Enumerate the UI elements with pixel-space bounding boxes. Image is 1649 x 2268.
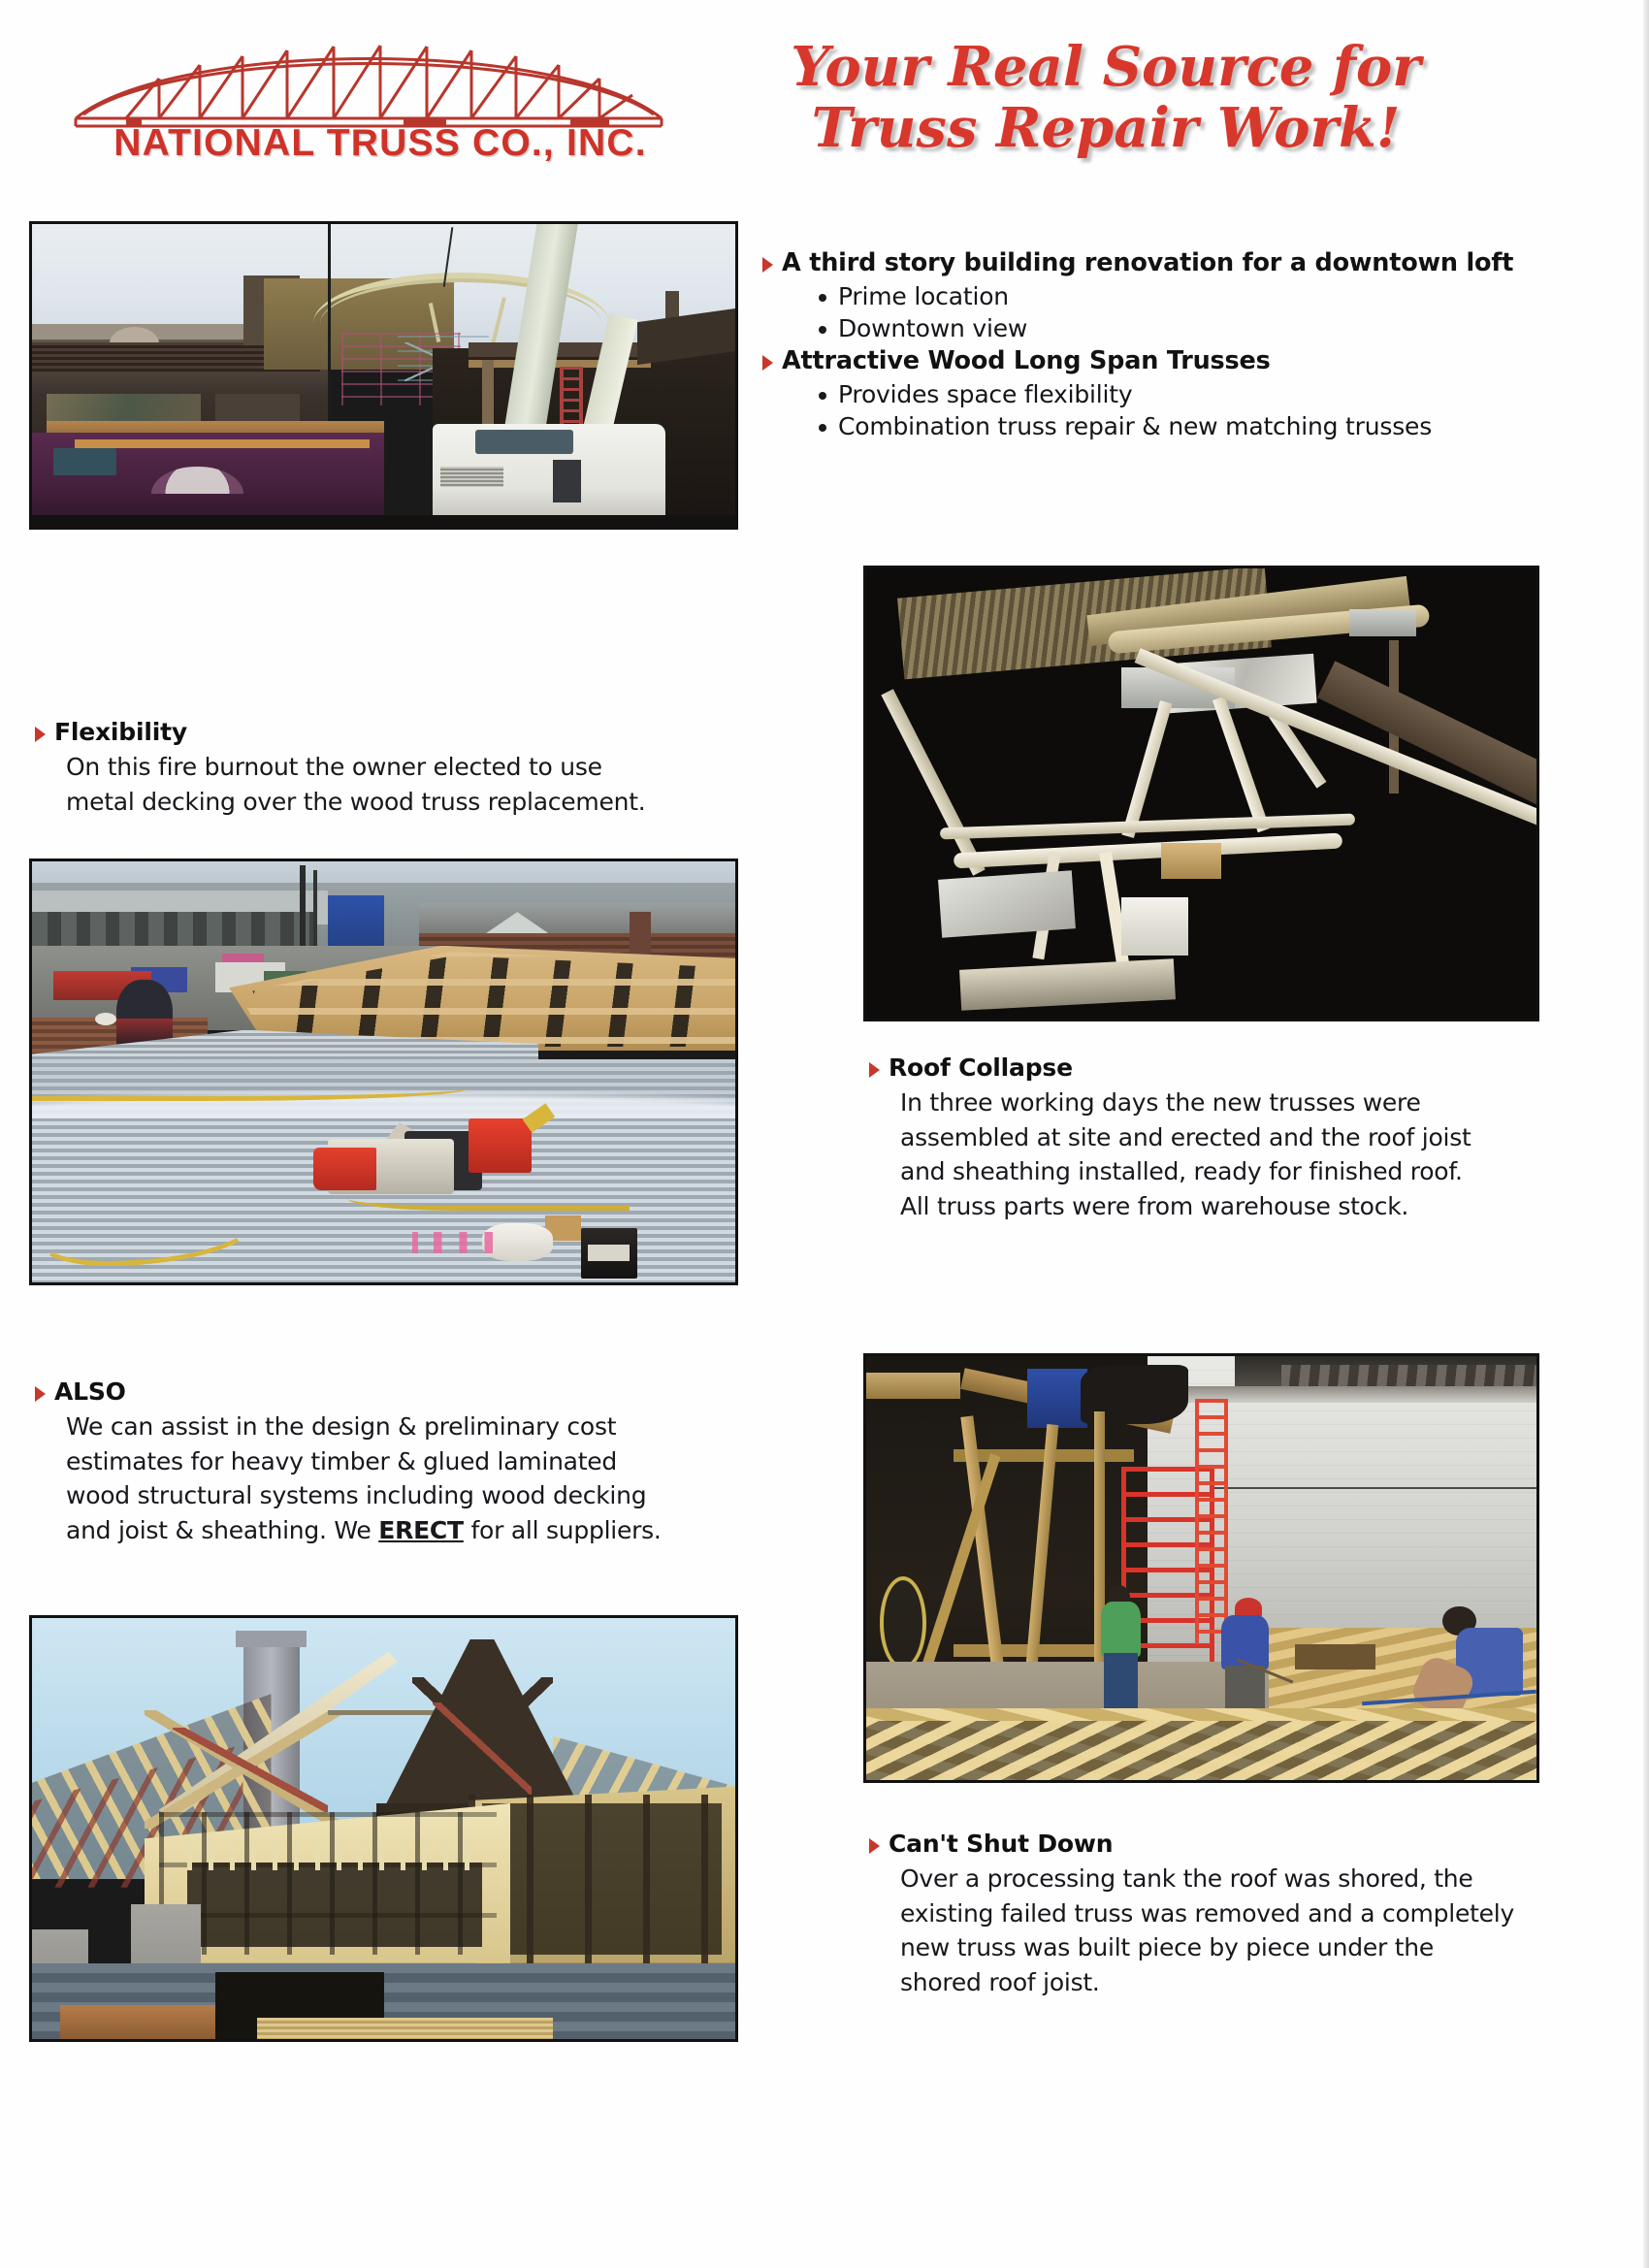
project-bullet-list bbox=[762, 248, 1538, 444]
section-body bbox=[900, 1085, 1568, 1223]
section-body-line: wood structural systems including wood decking bbox=[66, 1481, 647, 1509]
headline-line-2: Truss Repair Work! bbox=[811, 95, 1401, 160]
section-body-line: metal decking over the wood truss replacement. bbox=[66, 787, 646, 816]
section-body-line: We can assist in the design & preliminary cost bbox=[66, 1412, 617, 1441]
bullet-heading bbox=[762, 248, 1538, 277]
dot-bullet-icon bbox=[819, 326, 826, 334]
bullet-sub-label: Provides space flexibility bbox=[838, 380, 1133, 408]
section-body-line: and sheathing installed, ready for finished roof. bbox=[900, 1157, 1463, 1185]
section-heading-label: Can't Shut Down bbox=[889, 1830, 1114, 1858]
bullet-sub-item bbox=[819, 380, 1538, 408]
bullet-heading-label: Attractive Wood Long Span Trusses bbox=[782, 346, 1271, 375]
section-heading bbox=[869, 1830, 1577, 1858]
bullet-sub-item bbox=[819, 314, 1538, 342]
section-body-line: existing failed truss was removed and a completely bbox=[900, 1898, 1514, 1928]
headline-line-1: Your Real Source for bbox=[791, 35, 1421, 99]
section-body-line: estimates for heavy timber & glued laminated bbox=[66, 1446, 618, 1475]
bullet-heading bbox=[762, 346, 1538, 375]
section-body bbox=[900, 1862, 1577, 1999]
section-body-line: In three working days the new trusses were bbox=[900, 1088, 1421, 1117]
section-body-line: shored roof joist. bbox=[900, 1967, 1100, 1996]
dot-bullet-icon bbox=[819, 392, 826, 400]
scan-edge bbox=[1643, 0, 1649, 2268]
section-heading-label: Roof Collapse bbox=[889, 1053, 1073, 1082]
photo-metal-decking-roof bbox=[29, 859, 738, 1285]
triangle-bullet-icon bbox=[869, 1062, 880, 1078]
section-heading bbox=[869, 1053, 1568, 1082]
bullet-sub-label: Downtown view bbox=[838, 314, 1028, 342]
section-flexibility bbox=[35, 718, 733, 819]
section-body-line: new truss was built piece by piece under the bbox=[900, 1933, 1434, 1961]
photo-downtown-loft-crane bbox=[29, 221, 738, 530]
section-heading bbox=[35, 1377, 753, 1406]
photo-heavy-timber-frame bbox=[29, 1615, 738, 2042]
section-body-line-erect bbox=[66, 1513, 753, 1548]
section-body-line: All truss parts were from warehouse stock. bbox=[900, 1191, 1409, 1220]
triangle-bullet-icon bbox=[762, 355, 773, 371]
section-body-line: Over a processing tank the roof was shored, the bbox=[900, 1864, 1473, 1893]
bullet-sub-label: Combination truss repair & new matching trusses bbox=[838, 412, 1433, 440]
page-headline bbox=[757, 37, 1455, 158]
triangle-bullet-icon bbox=[35, 727, 46, 742]
dot-bullet-icon bbox=[819, 294, 826, 302]
section-heading bbox=[35, 718, 733, 746]
section-body-line: On this fire burnout the owner elected to use bbox=[66, 753, 602, 781]
erect-line-prefix: and joist & sheathing. We bbox=[66, 1515, 379, 1544]
erect-line-suffix: for all suppliers. bbox=[463, 1515, 662, 1544]
photo-workers-new-truss bbox=[863, 1353, 1539, 1783]
section-heading-label: Flexibility bbox=[54, 718, 187, 746]
bullet-sub-item bbox=[819, 412, 1538, 440]
section-cant-shut-down bbox=[869, 1830, 1577, 1999]
company-name: NATIONAL TRUSS CO., INC. bbox=[113, 122, 647, 164]
triangle-bullet-icon bbox=[35, 1386, 46, 1402]
erect-emphasis: ERECT bbox=[378, 1515, 464, 1544]
bowstring-truss-icon bbox=[58, 17, 679, 134]
dot-bullet-icon bbox=[819, 424, 826, 432]
section-body bbox=[66, 1409, 753, 1547]
section-body bbox=[66, 750, 733, 819]
section-also bbox=[35, 1377, 753, 1547]
bullet-sub-item bbox=[819, 282, 1538, 310]
bullet-sub-label: Prime location bbox=[838, 282, 1009, 310]
photo-roof-collapse-truss bbox=[863, 566, 1539, 1021]
triangle-bullet-icon bbox=[869, 1838, 880, 1854]
section-body-line: assembled at site and erected and the roof joist bbox=[900, 1122, 1471, 1151]
section-roof-collapse bbox=[869, 1053, 1568, 1223]
bullet-heading-label: A third story building renovation for a downtown loft bbox=[782, 248, 1514, 277]
triangle-bullet-icon bbox=[762, 257, 773, 273]
section-heading-label: ALSO bbox=[54, 1377, 126, 1406]
company-logo bbox=[58, 17, 679, 202]
